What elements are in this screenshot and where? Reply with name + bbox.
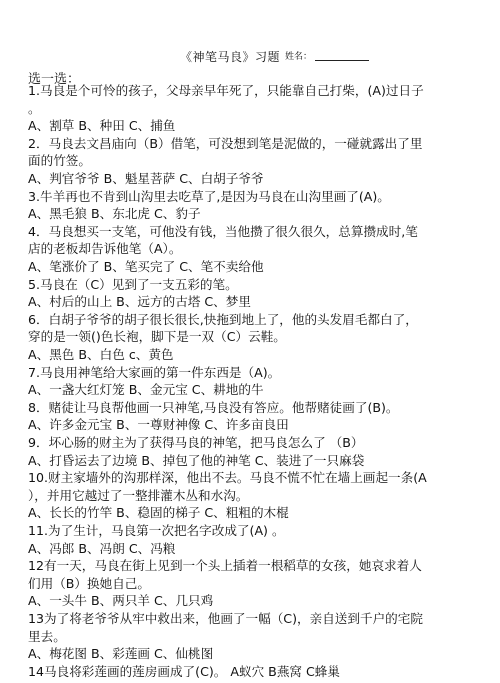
text-line: A、笔涨价了 B、笔买完了 C、笔不卖给他 [28, 259, 264, 274]
text-line: 8．赌徒让马良帮他画一只神笔,马良没有答应。他帮赌徒画了(B)。 [28, 399, 399, 415]
text-line: 13为了将老爷爷从牢中救出来，他画了一幅（C)，亲自送到千户的宅院 [28, 611, 423, 626]
text-line: 10.财主家墙外的沟那样深，他出不去。马良不慌不忙在墙上画起一条(A [28, 470, 427, 486]
text-line: A、一头牛 B、两只羊 C、几只鸡 [28, 593, 214, 609]
text-line: 7.马良用神笔给大家画的第一件东西是（A)。 [28, 364, 281, 380]
name-blank-line [315, 60, 369, 61]
title-row [0, 48, 500, 64]
text-line: 6．白胡子爷爷的胡子很长很长,快拖到地上了，他的头发眉毛都白了， [28, 311, 418, 327]
text-line: 面的竹签。 [28, 153, 91, 169]
text-line: ），并用它越过了一整排灌木丛和水沟。 [28, 487, 249, 503]
text-line: A、长长的竹竿 B、稳固的梯子 C、粗粗的木棍 [28, 505, 289, 521]
text-line: 里去。 [28, 628, 66, 644]
text-line: 12有一天，马良在街上见到一个头上插着一根稻草的女孩，她哀求着人 [28, 558, 422, 574]
page-title: 《神笔马良》习题 [180, 50, 281, 64]
name-label: 姓名： [285, 52, 313, 62]
text-line: 店的老板却告诉他笔（A）。 [28, 241, 182, 257]
text-line: A、一盏大红灯笼 B、金元宝 C、耕地的牛 [28, 382, 264, 398]
text-line: A、判官爷爷 B、魁星菩萨 C、白胡子爷爷 [28, 171, 264, 186]
text-line: A、割草 B、种田 C、捕鱼 [28, 118, 176, 134]
text-line: 5.马良在（C）见到了一支五彩的笔。 [28, 276, 238, 292]
text-line: A、梅花图 B、彩莲画 C、仙桃图 [28, 646, 214, 662]
text-line: 9．坏心肠的财主为了获得马良的神笔，把马良怎么了 （B） [28, 435, 364, 450]
text-line: 4．马良想买一支笔，可他没有钱，当他攒了很久很久，总算攒成时,笔 [28, 223, 418, 239]
section-label: 选一选： [28, 72, 81, 87]
text-line: 2．马良去文昌庙向（B）借笔，可没想到笔是泥做的，一碰就露出了里 [28, 135, 423, 151]
text-line: A、许多金元宝 B、一尊财神像 C、许多亩良田 [28, 417, 289, 433]
text-line: 14马良将彩莲画的莲房画成了(C)。 A蚁穴 B燕窝 C蜂巢 [28, 663, 340, 679]
text-line: 穿的是一领()色长袍，脚下是一双（C）云鞋。 [28, 329, 286, 345]
text-line: 1.马良是个可怜的孩子，父母亲早年死了，只能靠自己打柴，(A)过日子 [28, 83, 424, 98]
text-line: 们用（B）换她自己。 [28, 575, 150, 591]
text-line: 。 [28, 100, 41, 116]
text-line: A、打昏运去了边境 B、掉包了他的神笔 C、装进了一只麻袋 [28, 452, 365, 468]
text-line: A、黑毛狼 B、东北虎 C、豹子 [28, 206, 201, 222]
text-line: 3.牛羊再也不肯到山沟里去吃草了,是因为马良在山沟里画了(A)。 [28, 188, 390, 204]
text-line: A、冯郎 B、冯朗 C、冯粮 [28, 540, 176, 556]
text-line: A、黑色 B、白色 c、黄色 [28, 347, 174, 362]
text-line: 11.为了生计，马良第一次把名字改成了(A) 。 [28, 523, 285, 538]
text-line: A、村后的山上 B、远方的古塔 C、梦里 [28, 294, 251, 310]
